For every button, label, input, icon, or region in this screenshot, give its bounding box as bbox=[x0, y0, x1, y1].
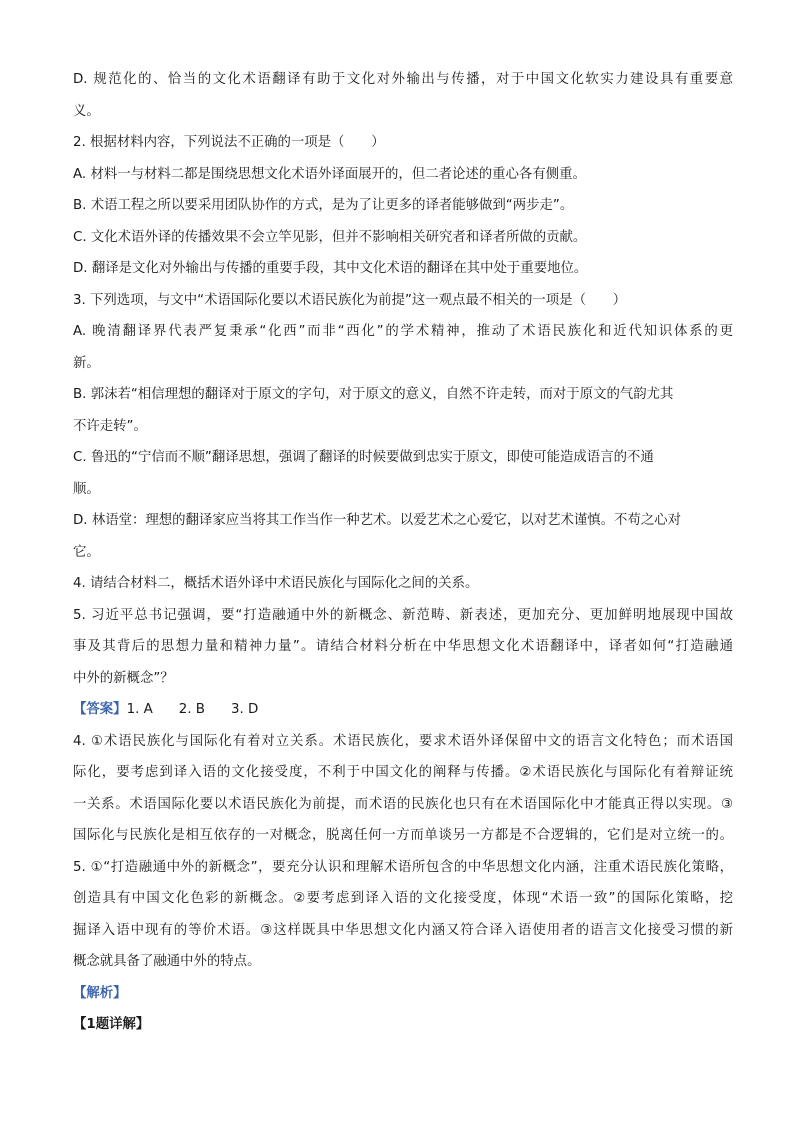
answer-value-2: 2. B bbox=[178, 702, 205, 717]
text-line: C. 文化术语外译的传播效果不会立竿见影，但并不影响相关研究者和译者所做的贡献。 bbox=[73, 229, 587, 245]
text-line: 中外的新概念”？ bbox=[73, 670, 174, 686]
text-line: 新。 bbox=[73, 355, 100, 371]
text-line: 5. 习近平总书记强调，要“打造融通中外的新概念、新范畴、新表述，更加充分、更加鲜明地展现中国故 bbox=[73, 607, 733, 623]
text-line: 义。 bbox=[73, 103, 100, 119]
answer-text-line: 概念就具备了融通中外的特点。 bbox=[73, 954, 261, 969]
question-section bbox=[73, 64, 733, 694]
answer-value-3: 3. D bbox=[231, 702, 259, 717]
answer-text-line: 际化，要考虑到译入语的文化接受度，不利于中国文化的阐释与传播。②术语民族化与国际化有着辩证统 bbox=[73, 765, 733, 780]
answer-text-line: 4. ①术语民族化与国际化有着对立关系。术语民族化，要求术语外译保留中文的语言文化特色；而术语国 bbox=[73, 733, 733, 749]
text-line: D. 林语堂：理想的翻译家应当将其工作当作一种艺术。以爱艺术之心爱它，以对艺术谨慎。不苟之心对 bbox=[73, 513, 682, 528]
text-line: 3. 下列选项，与文中“术语国际化要以术语民族化为前提”这一观点最不相关的一项是（ ） bbox=[73, 292, 627, 308]
text-line: D. 翻译是文化对外输出与传播的重要手段，其中文化术语的翻译在其中处于重要地位。 bbox=[73, 261, 588, 276]
text-line: 不许走转”。 bbox=[73, 418, 147, 434]
answer-value-1: 1. A bbox=[126, 702, 153, 717]
text-line: 4. 请结合材料二，概括术语外译中术语民族化与国际化之间的关系。 bbox=[73, 576, 479, 591]
analysis-tag: 【解析】 bbox=[73, 985, 127, 1001]
analysis-row bbox=[73, 978, 733, 1010]
text-line: B. 术语工程之所以要采用团队协作的方式，是为了让更多的译者能够做到“两步走”。 bbox=[73, 198, 574, 213]
answer-text-line: 一关系。术语国际化要以术语民族化为前提，而术语的民族化也只有在术语国际化中才能真正得以实现。③ bbox=[73, 796, 733, 812]
text-line: B. 郭沫若“相信理想的翻译对于原文的字句，对于原文的意义，自然不许走转，而对于原文的气韵尤其 bbox=[73, 387, 674, 402]
text-line: D. 规范化的、恰当的文化术语翻译有助于文化对外输出与传播，对于中国文化软实力建设具有重要意 bbox=[73, 72, 733, 87]
answer-text-line: 创造具有中国文化色彩的新概念。②要考虑到译入语的文化接受度，体现“术语一致”的国际化策略，挖 bbox=[73, 891, 733, 906]
answer-tag: 【答案】 bbox=[73, 702, 127, 717]
answer-text-line: 国际化与民族化是相互依存的一对概念，脱离任何一方而单谈另一方都是不合逻辑的，它们是对立统一的。 bbox=[73, 828, 733, 843]
text-line: 它。 bbox=[73, 544, 100, 560]
detail-row bbox=[73, 1009, 733, 1041]
text-line: 2. 根据材料内容，下列说法不正确的一项是（ ） bbox=[73, 135, 385, 150]
answer-section bbox=[73, 726, 733, 978]
document-content bbox=[73, 64, 733, 1041]
text-line: 顺。 bbox=[73, 481, 100, 497]
text-line: A. 材料一与材料二都是围绕思想文化术语外译面展开的，但二者论述的重心各有侧重。 bbox=[73, 166, 586, 182]
text-line: 事及其背后的思想力量和精神力量”。请结合材料分析在中华思想文化术语翻译中，译者如何“打造融通 bbox=[73, 639, 733, 654]
detail-tag: 【1题详解】 bbox=[73, 1017, 150, 1032]
answer-row bbox=[73, 694, 733, 726]
text-line: C. 鲁迅的“宁信而不顺”翻译思想，强调了翻译的时候要做到忠实于原文，即使可能造成语言的不通 bbox=[73, 450, 654, 465]
answer-text-line: 掘译入语中现有的等价术语。③这样既具中华思想文化内涵又符合译入语使用者的语言文化接受习惯的新 bbox=[73, 922, 733, 938]
answer-text-line: 5. ①“打造融通中外的新概念”，要充分认识和理解术语所包含的中华思想文化内涵，注重术语民族化策略， bbox=[73, 859, 733, 875]
text-line: A. 晚清翻译界代表严复秉承“化西”而非“西化”的学术精神，推动了术语民族化和近代知识体系的更 bbox=[73, 324, 733, 339]
